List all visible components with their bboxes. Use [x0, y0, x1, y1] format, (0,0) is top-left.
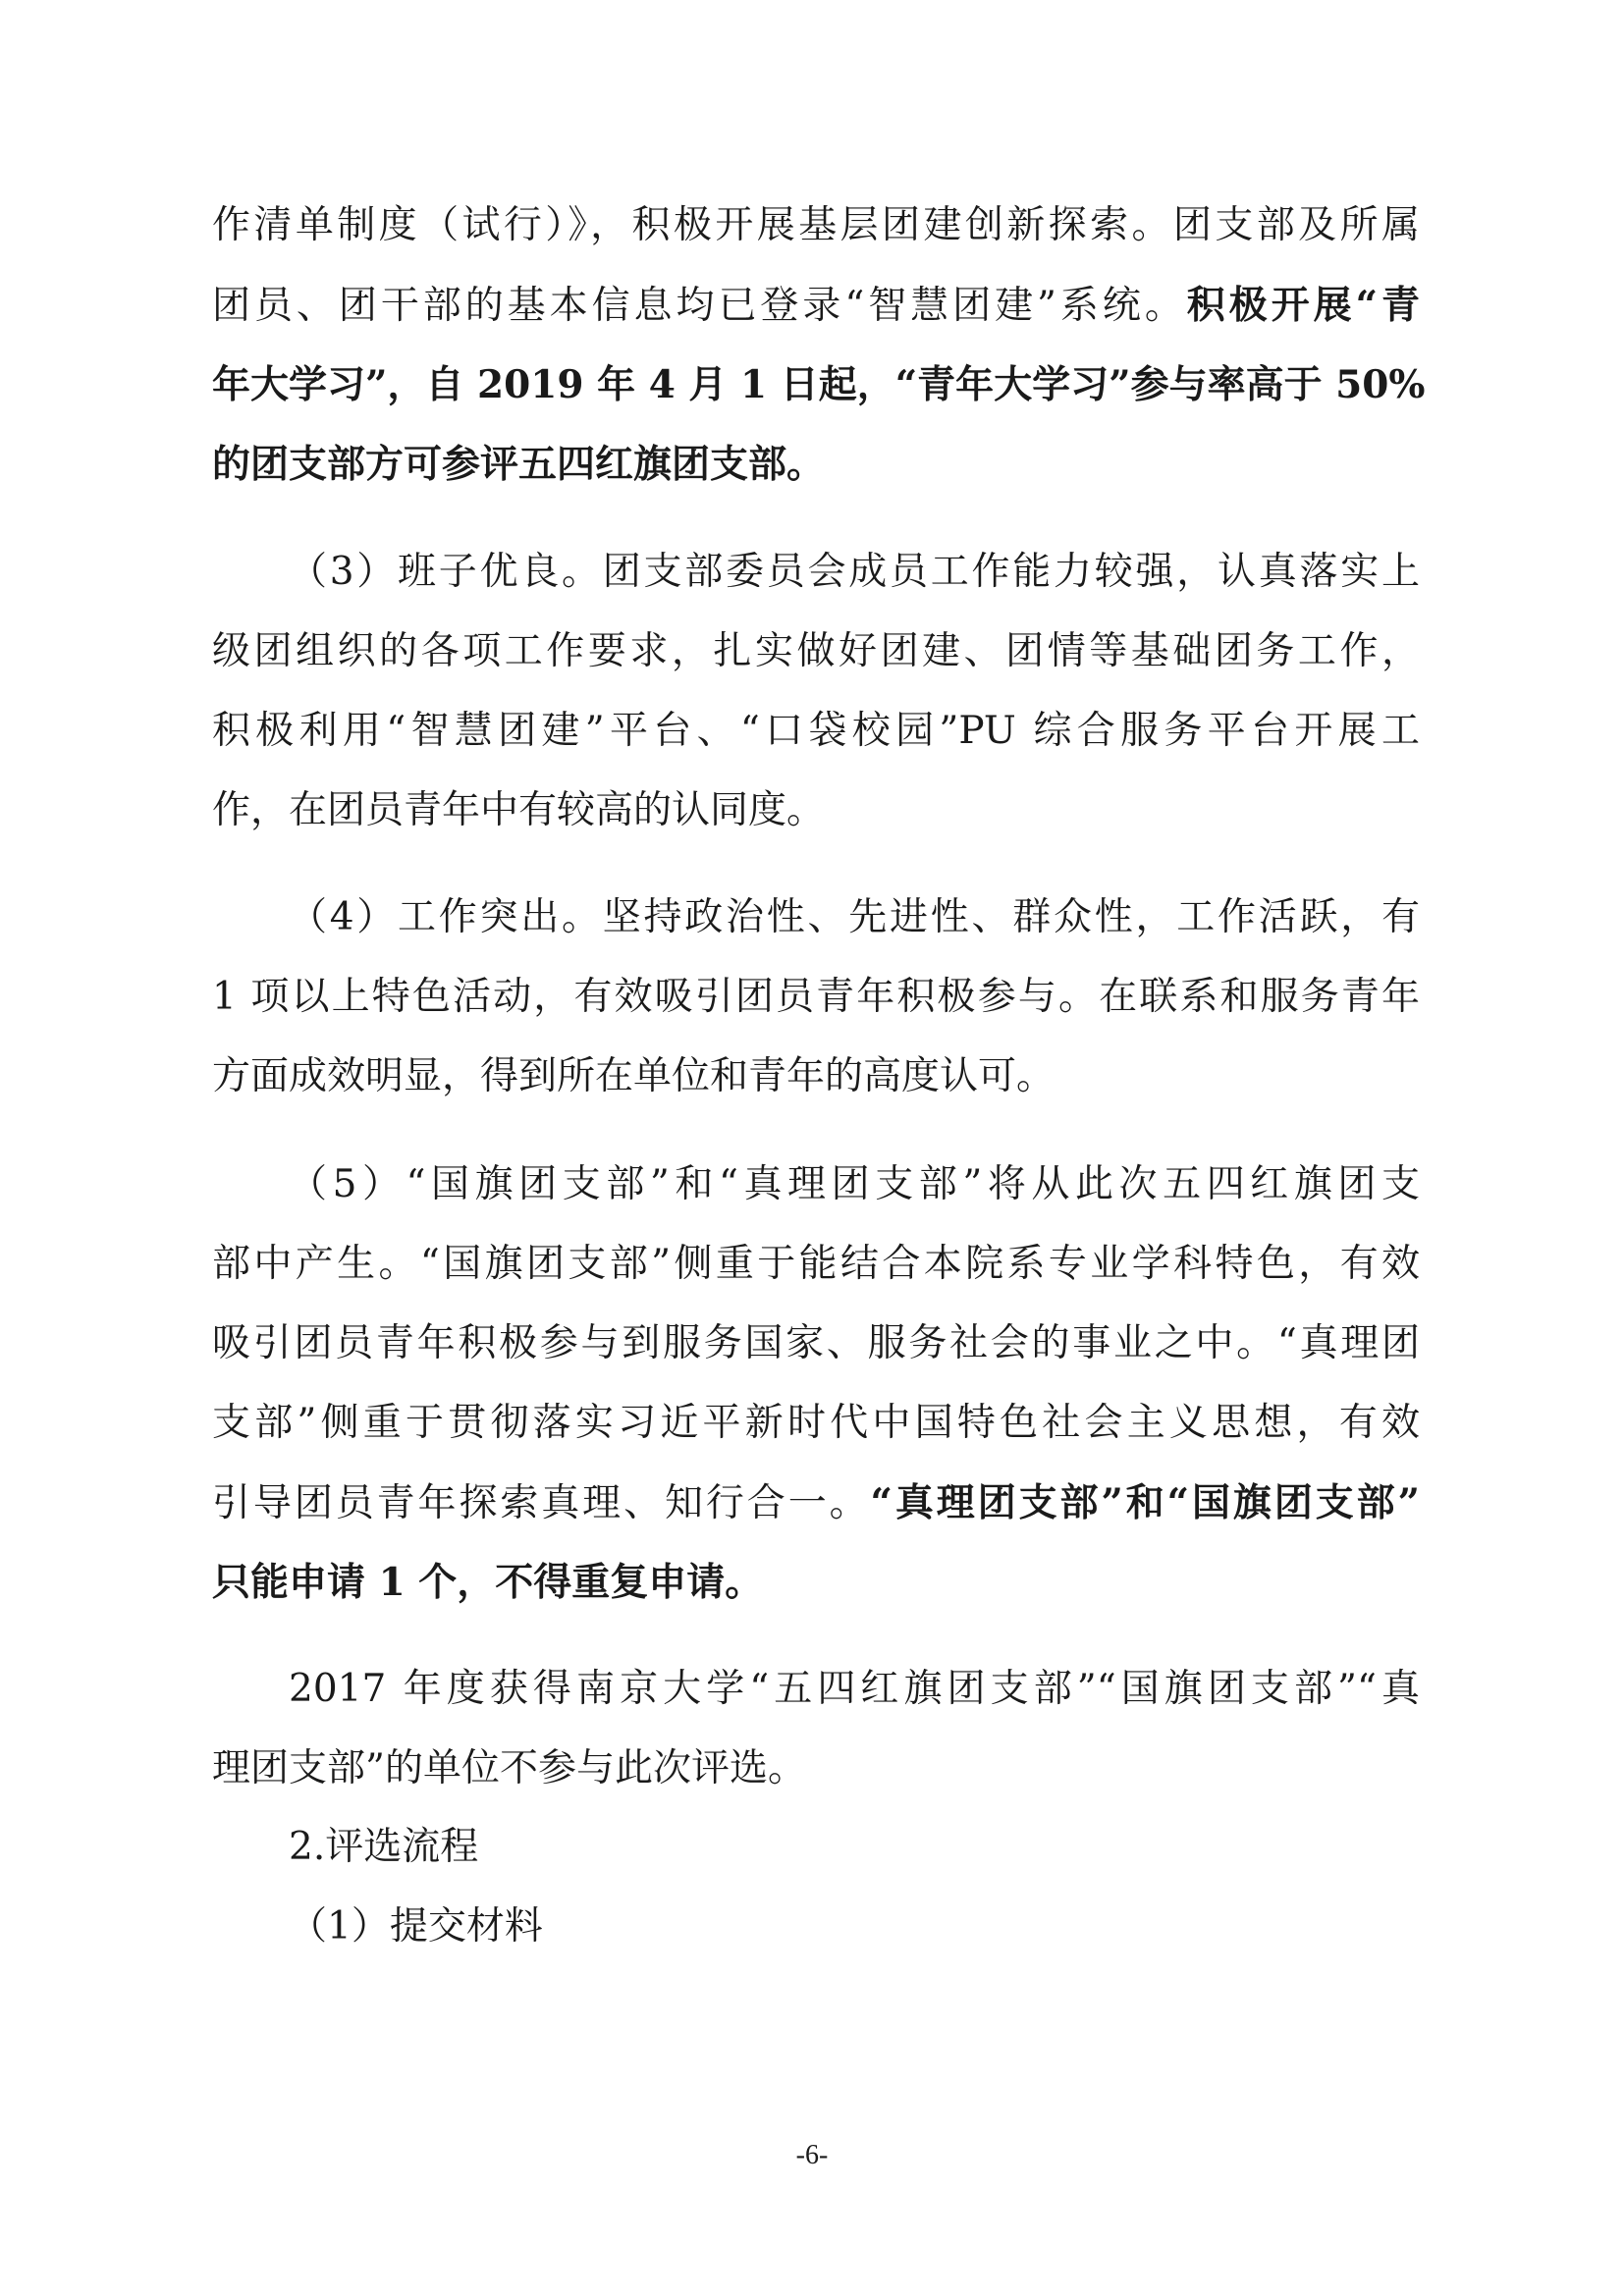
paragraph-3-line-2: 1 项以上特色活动，有效吸引团员青年积极参与。在联系和服务青年 — [212, 975, 1420, 1019]
paragraph-4-line-5 — [212, 1473, 1420, 1532]
paragraph-1-line-2-bold: 积极开展“青 — [1186, 283, 1420, 328]
paragraph-4-line-2: 部中产生。“国旗团支部”侧重于能结合本院系专业学科特色，有效 — [212, 1242, 1420, 1286]
paragraph-2-line-2: 级团组织的各项工作要求，扎实做好团建、团情等基础团务工作， — [212, 629, 1420, 673]
paragraph-1-line-2-regular: 团员、团干部的基本信息均已登录“智慧团建”系统。 — [212, 284, 1187, 328]
subheading-submit-materials: （1）提交材料 — [289, 1904, 543, 1949]
page-number: -6- — [795, 2140, 829, 2170]
paragraph-4-line-5-regular: 引导团员青年探索真理、知行合一。 — [212, 1481, 871, 1525]
paragraph-5-line-1: 2017 年度获得南京大学“五四红旗团支部”“国旗团支部”“真 — [289, 1667, 1420, 1711]
paragraph-2-line-3: 积极利用“智慧团建”平台、“口袋校园”PU 综合服务平台开展工 — [212, 709, 1420, 753]
paragraph-4-line-4: 支部”侧重于贯彻落实习近平新时代中国特色社会主义思想，有效 — [212, 1401, 1420, 1445]
paragraph-3-line-3: 方面成效明显，得到所在单位和青年的高度认可。 — [212, 1054, 1056, 1098]
paragraph-4-line-1: （5）“国旗团支部”和“真理团支部”将从此次五四红旗团支 — [289, 1162, 1420, 1206]
paragraph-4-line-5-bold: “真理团支部”和“国旗团支部” — [870, 1480, 1420, 1525]
paragraph-4-line-6: 只能申请 1 个，不得重复申请。 — [212, 1560, 764, 1605]
paragraph-1-line-4: 的团支部方可参评五四红旗团支部。 — [212, 442, 826, 487]
section-heading-selection-process: 2.评选流程 — [289, 1825, 479, 1869]
paragraph-2-line-4: 作，在团员青年中有较高的认同度。 — [212, 788, 826, 832]
paragraph-1-line-1: 作清单制度（试行）》，积极开展基层团建创新探索。团支部及所属 — [212, 203, 1420, 247]
paragraph-2-line-1: （3）班子优良。团支部委员会成员工作能力较强，认真落实上 — [289, 550, 1420, 594]
paragraph-1-line-3: 年大学习”，自 2019 年 4 月 1 日起，“青年大学习”参与率高于 50% — [212, 362, 1426, 407]
paragraph-3-line-1: （4）工作突出。坚持政治性、先进性、群众性，工作活跃，有 — [289, 895, 1420, 939]
paragraph-4-line-3: 吸引团员青年积极参与到服务国家、服务社会的事业之中。“真理团 — [212, 1321, 1420, 1365]
paragraph-5-line-2: 理团支部”的单位不参与此次评选。 — [212, 1746, 806, 1790]
paragraph-1-line-2 — [212, 276, 1420, 335]
